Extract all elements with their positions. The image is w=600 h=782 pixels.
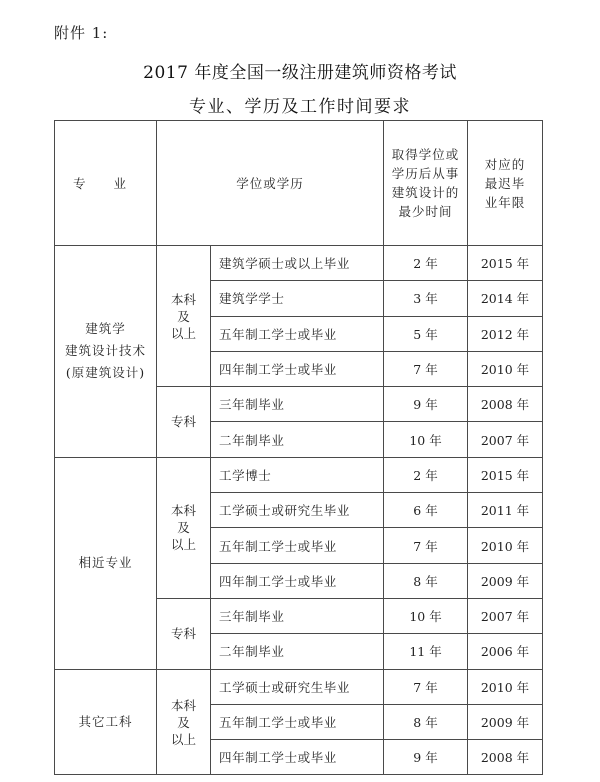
year-cell: 2012 年	[468, 316, 543, 351]
year-cell: 2010 年	[468, 528, 543, 563]
time-cell: 7 年	[384, 528, 468, 563]
degree-cell: 四年制工学士或毕业	[211, 351, 384, 386]
time-cell: 11 年	[384, 634, 468, 669]
time-cell: 7 年	[384, 669, 468, 704]
time-cell: 5 年	[384, 316, 468, 351]
time-cell: 3 年	[384, 281, 468, 316]
year-cell: 2009 年	[468, 563, 543, 598]
time-cell: 9 年	[384, 740, 468, 775]
time-cell: 2 年	[384, 457, 468, 492]
degree-cell: 四年制工学士或毕业	[211, 740, 384, 775]
degree-cell: 三年制毕业	[211, 598, 384, 633]
year-cell: 2011 年	[468, 493, 543, 528]
level-cell: 专科	[157, 387, 211, 458]
time-cell: 2 年	[384, 246, 468, 281]
header-major: 专 业	[55, 121, 157, 246]
year-cell: 2007 年	[468, 422, 543, 457]
table-row	[55, 457, 543, 492]
degree-cell: 五年制工学士或毕业	[211, 704, 384, 739]
table-row	[55, 246, 543, 281]
document-title: 2017 年度全国一级注册建筑师资格考试	[143, 63, 457, 83]
year-cell: 2009 年	[468, 704, 543, 739]
level-cell: 本科 及 以上	[157, 246, 211, 387]
attachment-label: 附件 1:	[54, 24, 109, 42]
requirements-table	[54, 120, 543, 775]
time-cell: 8 年	[384, 704, 468, 739]
year-cell: 2008 年	[468, 387, 543, 422]
year-cell: 2015 年	[468, 457, 543, 492]
year-cell: 2006 年	[468, 634, 543, 669]
year-cell: 2007 年	[468, 598, 543, 633]
degree-cell: 建筑学学士	[211, 281, 384, 316]
degree-cell: 五年制工学士或毕业	[211, 528, 384, 563]
level-cell: 本科 及 以上	[157, 669, 211, 775]
degree-cell: 四年制工学士或毕业	[211, 563, 384, 598]
time-cell: 8 年	[384, 563, 468, 598]
degree-cell: 五年制工学士或毕业	[211, 316, 384, 351]
degree-cell: 工学硕士或研究生毕业	[211, 669, 384, 704]
degree-cell: 建筑学硕士或以上毕业	[211, 246, 384, 281]
document-subtitle: 专业、学历及工作时间要求	[189, 97, 411, 117]
header-min-time: 取得学位或 学历后从事 建筑设计的 最少时间	[384, 121, 468, 246]
time-cell: 9 年	[384, 387, 468, 422]
table-row	[55, 669, 543, 704]
year-cell: 2010 年	[468, 669, 543, 704]
year-cell: 2008 年	[468, 740, 543, 775]
level-cell: 专科	[157, 598, 211, 669]
major-cell: 建筑学 建筑设计技术 (原建筑设计)	[55, 246, 157, 458]
degree-cell: 工学博士	[211, 457, 384, 492]
year-cell: 2015 年	[468, 246, 543, 281]
header-degree: 学位或学历	[157, 121, 384, 246]
time-cell: 6 年	[384, 493, 468, 528]
level-cell: 本科 及 以上	[157, 457, 211, 598]
degree-cell: 三年制毕业	[211, 387, 384, 422]
table-header-row	[55, 121, 543, 246]
degree-cell: 二年制毕业	[211, 422, 384, 457]
time-cell: 10 年	[384, 422, 468, 457]
degree-cell: 二年制毕业	[211, 634, 384, 669]
time-cell: 7 年	[384, 351, 468, 386]
major-cell: 其它工科	[55, 669, 157, 775]
header-grad-year: 对应的 最迟毕 业年限	[468, 121, 543, 246]
year-cell: 2014 年	[468, 281, 543, 316]
major-cell: 相近专业	[55, 457, 157, 669]
degree-cell: 工学硕士或研究生毕业	[211, 493, 384, 528]
year-cell: 2010 年	[468, 351, 543, 386]
time-cell: 10 年	[384, 598, 468, 633]
